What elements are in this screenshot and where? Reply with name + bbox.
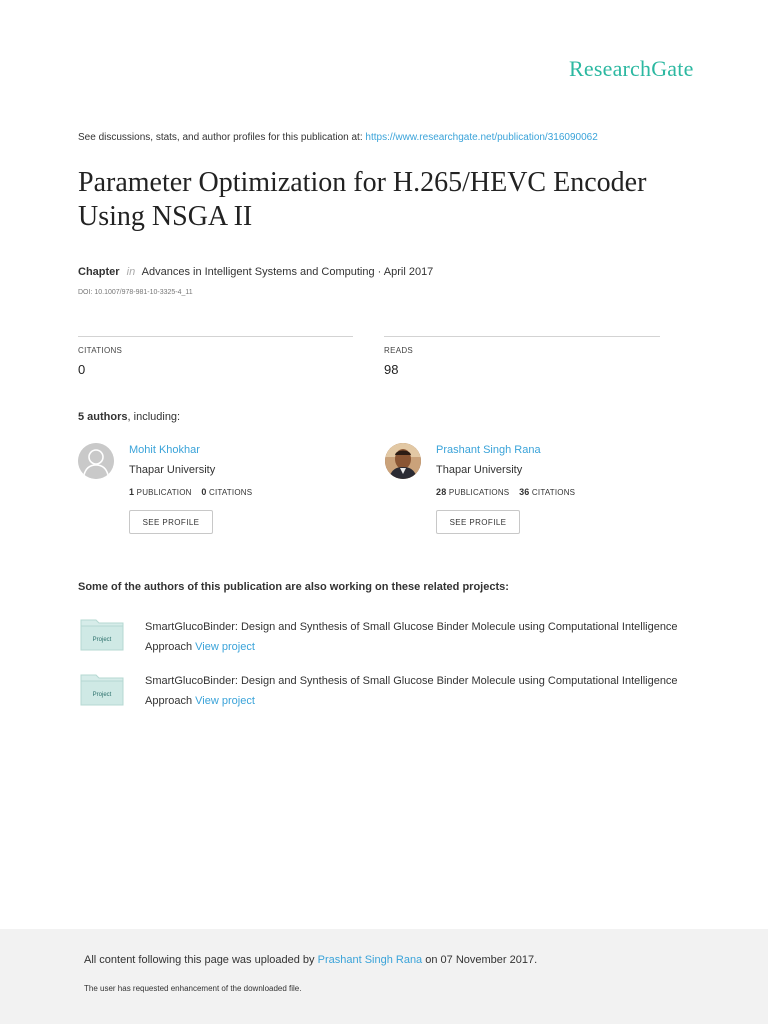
in-label: in	[126, 266, 136, 278]
publications-count: 1	[129, 487, 135, 497]
uploader-link[interactable]: Prashant Singh Rana	[317, 954, 423, 966]
citations-label: CITATIONS	[208, 488, 253, 497]
publication-type: Chapter	[78, 266, 120, 278]
upload-prefix: All content following this page was uploaded by	[84, 954, 315, 966]
author-stats	[129, 487, 252, 497]
footer-panel	[0, 929, 768, 1024]
discussion-line	[78, 132, 598, 143]
project-title: SmartGlucoBinder: Design and Synthesis of Small Glucose Binder Molecule using Computational Intelligence Approach	[145, 675, 678, 707]
project-folder-icon	[80, 617, 124, 651]
venue-date: Advances in Intelligent Systems and Computing · April 2017	[141, 266, 434, 278]
publication-link[interactable]: https://www.researchgate.net/publication/316090062	[365, 132, 598, 143]
authors-heading	[78, 411, 180, 423]
page-title: Parameter Optimization for H.265/HEVC Encoder Using NSGA II	[78, 167, 647, 232]
avatar[interactable]	[385, 443, 421, 479]
citations-label: CITATIONS	[531, 488, 576, 497]
reads-count: 98	[384, 362, 399, 377]
divider-citations	[78, 336, 353, 337]
author-stats	[436, 487, 575, 497]
citations-count: 0	[78, 362, 86, 377]
project-title: SmartGlucoBinder: Design and Synthesis of Small Glucose Binder Molecule using Computational Intelligence Approach	[145, 621, 678, 653]
avatar[interactable]	[78, 443, 114, 479]
project-folder-icon	[80, 672, 124, 706]
authors-including: , including:	[127, 411, 181, 423]
profile-photo	[385, 443, 421, 479]
publications-label: PUBLICATIONS	[448, 488, 510, 497]
publications-label: PUBLICATION	[136, 488, 192, 497]
citations-count: 36	[519, 487, 530, 497]
author-name-link[interactable]: Prashant Singh Rana	[436, 444, 541, 456]
citations-count: 0	[201, 487, 207, 497]
publications-count: 28	[436, 487, 447, 497]
list-item	[145, 671, 685, 711]
folder-label: Project	[92, 637, 112, 643]
publication-meta	[78, 266, 433, 278]
see-profile-button[interactable]: SEE PROFILE	[129, 510, 213, 534]
view-project-link[interactable]: View project	[195, 641, 255, 653]
author-institution: Thapar University	[436, 464, 523, 476]
citations-label: CITATIONS	[78, 346, 123, 355]
related-projects-heading: Some of the authors of this publication are also working on these related projects:	[78, 581, 509, 593]
discussion-text: See discussions, stats, and author profiles for this publication at:	[78, 132, 363, 143]
author-institution: Thapar University	[129, 464, 216, 476]
reads-label: READS	[384, 346, 414, 355]
upload-notice	[84, 954, 537, 966]
divider-reads	[384, 336, 660, 337]
see-profile-button[interactable]: SEE PROFILE	[436, 510, 520, 534]
folder-label: Project	[92, 692, 112, 698]
enhancement-note: The user has requested enhancement of the downloaded file.	[84, 984, 302, 993]
upload-date: on 07 November 2017.	[425, 954, 538, 966]
authors-count: 5 authors	[78, 411, 128, 423]
author-name-link[interactable]: Mohit Khokhar	[129, 444, 200, 456]
doi: DOI: 10.1007/978-981-10-3325-4_11	[78, 289, 193, 296]
default-user-icon	[78, 443, 114, 479]
view-project-link[interactable]: View project	[195, 695, 255, 707]
list-item	[145, 617, 685, 657]
researchgate-logo[interactable]: ResearchGate	[569, 56, 694, 81]
